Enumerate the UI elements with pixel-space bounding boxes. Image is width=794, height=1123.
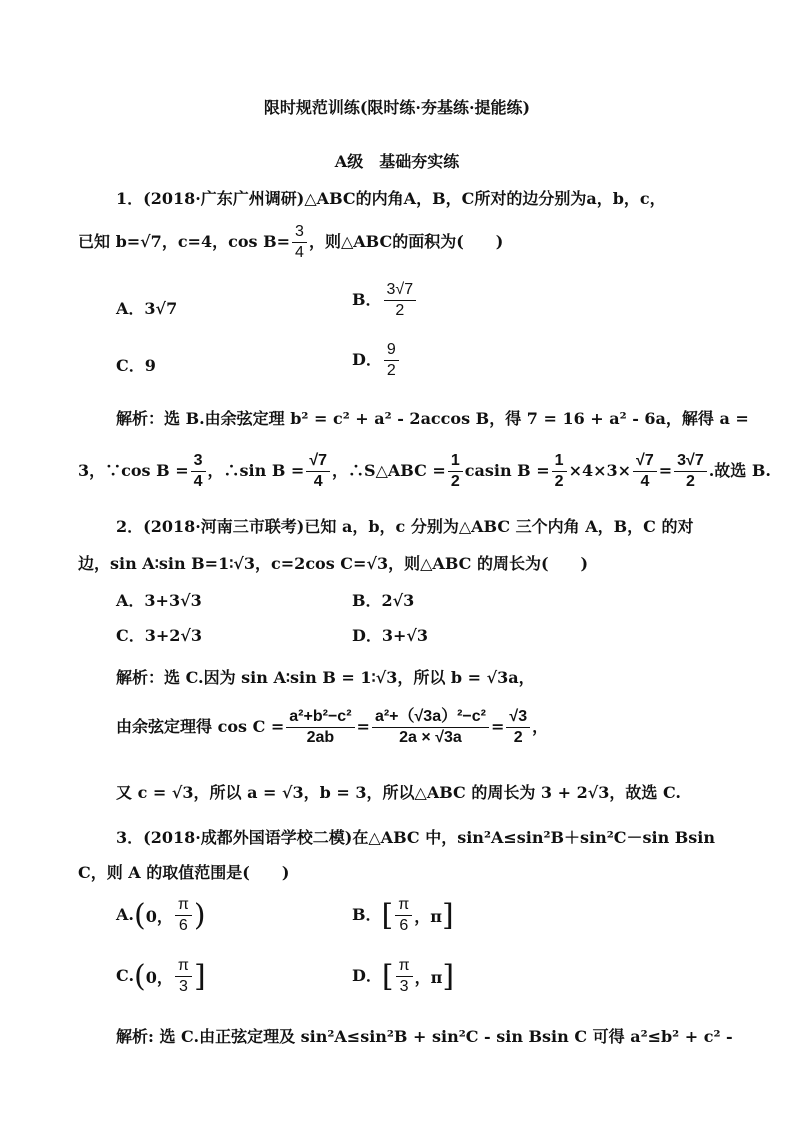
section-heading: A级 基础夯实练 [334, 152, 460, 171]
q3-option-b[interactable]: B．[ $\frac{\pi}{6}$ ，π] [352, 896, 454, 934]
q2-solution-line2: 由余弦定理得 cos C = $\frac{\text{a²+b²−c²}}{2ab}$ = $\frac{\text{a²+（√3a）²−c²}}{2a \times √3a}$ = $\frac{√3}{2}$ ， [116, 708, 549, 746]
q2-solution-line3: 又 c = √3，所以 a = √3，b = 3，所以△ABC 的周长为 3 + 2√3，故选 C. [116, 783, 681, 802]
q1-option-d-fraction: $\frac{9}{2}$ [384, 340, 399, 381]
q1-option-c[interactable]: C．9 [116, 356, 156, 375]
q3-option-a[interactable]: A.(0， $\frac{\pi}{6}$ ) [116, 896, 206, 934]
q1-option-d[interactable] [352, 340, 401, 381]
page-title: 限时规范训练(限时练·夯基练·提能练) [263, 98, 531, 117]
q1-option-b-fraction: $\frac{3√7}{2}$ [384, 280, 417, 321]
q1-option-d-label: D． [352, 350, 382, 369]
q1-solution-line1: 解析：选 B.由余弦定理 b² = c² + a² - 2accos B，得 7 = 16 + a² - 6a，解得 a = [116, 409, 749, 428]
q3-stem-line2: C，则 A 的取值范围是( ) [78, 863, 290, 882]
q1-stem-line1: 1．(2018·广东广州调研)△ABC的内角A，B，C所对的边分别为a，b，c， [116, 189, 666, 208]
q3-option-d[interactable]: D．[ $\frac{\pi}{3}$ ，π] [352, 957, 455, 995]
q2-solution-line1: 解析：选 C.因为 sin A∶sin B = 1∶√3，所以 b = √3a， [116, 668, 535, 687]
q3-option-c[interactable]: C.(0， $\frac{\pi}{3}$ ] [116, 957, 206, 995]
q2-option-c[interactable]: C．3+2√3 [116, 626, 203, 645]
q1-stem-line2 [78, 222, 503, 263]
q2-option-d[interactable]: D．3+√3 [352, 626, 429, 645]
q1-option-b-label: B． [352, 290, 382, 309]
q2-option-a[interactable]: A．3+3√3 [116, 591, 202, 610]
q1-option-a[interactable]: A．3√7 [116, 299, 178, 318]
q1-stem-post: ，则△ABC的面积为( ) [308, 232, 504, 251]
q3-solution-line1: 解析: 选 C.由正弦定理及 sin²A≤sin²B + sin²C - sin Bsin C 可得 a²≤b² + c² - [116, 1027, 733, 1046]
q2-stem-line1: 2．(2018·河南三市联考)已知 a，b，c 分别为△ABC 三个内角 A，B，C 的对 [116, 517, 694, 536]
q1-option-b[interactable] [352, 280, 418, 321]
q1-stem-pre: 已知 b=√7，c=4，cos B= [78, 232, 291, 251]
q1-solution-line2: 3，∵cos B = $\frac{3}{4}$ ，∴sin B = $\frac{√7}{4}$ ，∴S△ABC = $\frac{1}{2}$ casin B = $\frac{1}{2}$ ×4×3× $\frac{√7}{4}$ = $\frac{3√7}{2}$ .故选 B. [78, 452, 771, 490]
q1-cosB-fraction: $\frac{3}{4}$ [292, 222, 307, 263]
q2-option-b[interactable]: B．2√3 [352, 591, 415, 610]
q3-stem-line1: 3．(2018·成都外国语学校二模)在△ABC 中，sin²A≤sin²B＋sin²C－sin Bsin [116, 828, 716, 847]
q2-stem-line2: 边，sin A∶sin B=1∶√3，c=2cos C=√3，则△ABC 的周长为( ) [78, 554, 589, 573]
